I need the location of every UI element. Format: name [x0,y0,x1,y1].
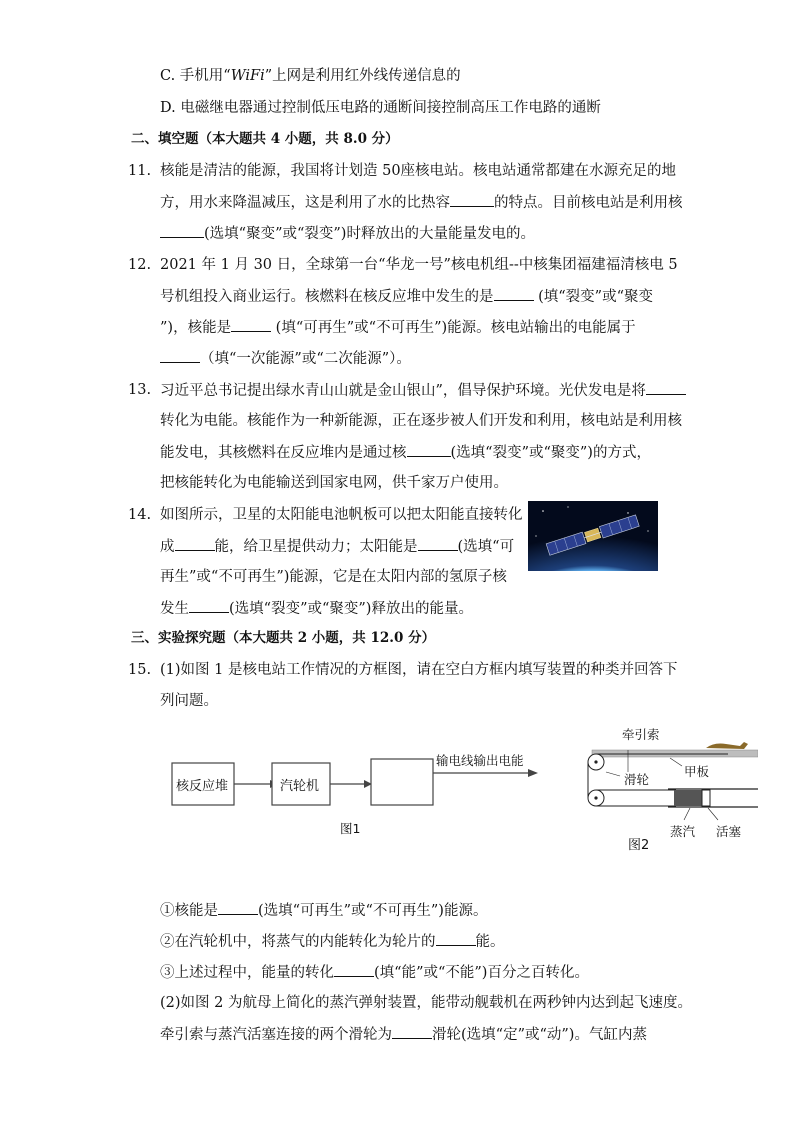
option-d: D. 电磁继电器通过控制低压电路的通断间接控制高压工作电路的通断 [160,100,601,116]
q11-blank1[interactable] [450,192,494,207]
label-deck: 甲板 [684,764,710,779]
q14-line2: 成 能，给卫星提供动力；太阳能是 (选填“可 [160,536,514,557]
q14-blank2[interactable] [418,536,458,551]
label-pulley: 滑轮 [624,772,650,787]
q13-line1: 习近平总书记提出绿水青山山就是金山银山”，倡导保护环境。光伏发电是将 [160,380,686,401]
q15-blank2[interactable] [436,931,476,946]
q15-blank1[interactable] [218,900,258,915]
q14-blank3[interactable] [189,598,229,613]
q15-part2: (2)如图 2 为航母上简化的蒸汽弹射装置，能带动舰载机在两秒钟内达到起飞速度。 [160,995,692,1011]
q15-sub1: ①核能是 (选填“可再生”或“不可再生”)能源。 [160,900,487,921]
q14-line3: 再生”或“不可再生”)能源，它是在太阳内部的氢原子核 [160,569,507,585]
q12-line2: 号机组投入商业运行。核燃料在核反应堆中发生的是 (填“裂变”或“聚变 [160,286,653,307]
q13-line2: 转化为电能。核能作为一种新能源，正在逐步被人们开发和利用，核电站是利用核 [160,413,682,429]
section-fill-blank: 二、填空题（本大题共 4 小题，共 8.0 分） [131,131,399,147]
q11-line3: (选填“聚变”或“裂变”)时释放出的大量能量发电的。 [160,223,535,244]
q11-line1: 核能是清洁的能源，我国将计划造 50座核电站。核电站通常都建在水源充足的地 [160,163,677,179]
q14-number: 14. [128,507,152,523]
q12-blank3[interactable] [160,348,200,363]
output-label: 输电线输出电能 [436,753,524,768]
option-c: C. 手机用“WiFi”上网是利用红外线传递信息的 [160,68,461,84]
q12-line1: 2021 年 1 月 30 日，全球第一台“华龙一号”核电机组--中核集团福建福清核电 5 [160,257,678,273]
q13-blank2[interactable] [407,442,451,457]
figure-2-caption: 图2 [628,838,650,853]
q15-part2-line2: 牵引索与蒸汽活塞连接的两个滑轮为 滑轮(选填“定”或“动”)。气缸内蒸 [160,1024,647,1045]
figure-1-empty-box [371,759,433,805]
q11-line2: 方，用水来降温减压，这是利用了水的比热容 的特点。目前核电站是利用核 [160,192,683,213]
label-steam: 蒸汽 [670,824,696,839]
steam-block [674,790,702,806]
figure-1-block-diagram [150,735,550,850]
q11-blank2[interactable] [160,223,204,238]
box-turbine: 汽轮机 [280,779,320,794]
q12-line3: ”)，核能是 (填“可再生”或“不可再生”)能源。核电站输出的电能属于 [160,317,636,338]
piston [702,790,710,806]
section-experiment: 三、实验探究题（本大题共 2 小题，共 12.0 分） [131,630,436,646]
q13-line4: 把核能转化为电能输送到国家电网，供千家万户使用。 [160,475,508,491]
q13-blank1[interactable] [646,380,686,395]
label-piston: 活塞 [716,824,742,839]
q14-blank1[interactable] [175,536,215,551]
figure-1-caption: 图1 [340,821,361,836]
q14-line4: 发生 (选填“裂变”或“聚变”)释放出的能量。 [160,598,473,619]
q11-number: 11. [128,163,152,179]
figure-2-steam-catapult [578,722,758,852]
q15-sub2: ②在汽轮机中，将蒸气的内能转化为轮片的 能。 [160,931,505,952]
q15-sub3: ③上述过程中，能量的转化 (填“能”或“不能”)百分之百转化。 [160,962,589,983]
q15-number: 15. [128,662,152,678]
q15-blank4[interactable] [392,1024,432,1039]
label-rope: 牵引索 [622,727,660,742]
q12-blank2[interactable] [231,317,271,332]
jet-icon [706,742,748,749]
q15-line1: (1)如图 1 是核电站工作情况的方框图，请在空白方框内填写装置的种类并回答下 [160,662,678,678]
q13-number: 13. [128,382,152,398]
box-reactor: 核反应堆 [176,779,229,794]
q14-line1: 如图所示，卫星的太阳能电池帆板可以把太阳能直接转化 [160,507,523,523]
q12-line4: （填“一次能源”或“二次能源”）。 [160,348,411,369]
q12-number: 12. [128,257,152,273]
q12-blank1[interactable] [494,286,534,301]
q15-line2: 列问题。 [160,693,218,709]
q15-blank3[interactable] [334,962,374,977]
satellite-image [528,501,658,571]
q13-line3: 能发电，其核燃料在反应堆内是通过核 (选填“裂变”或“聚变”)的方式， [160,442,651,463]
